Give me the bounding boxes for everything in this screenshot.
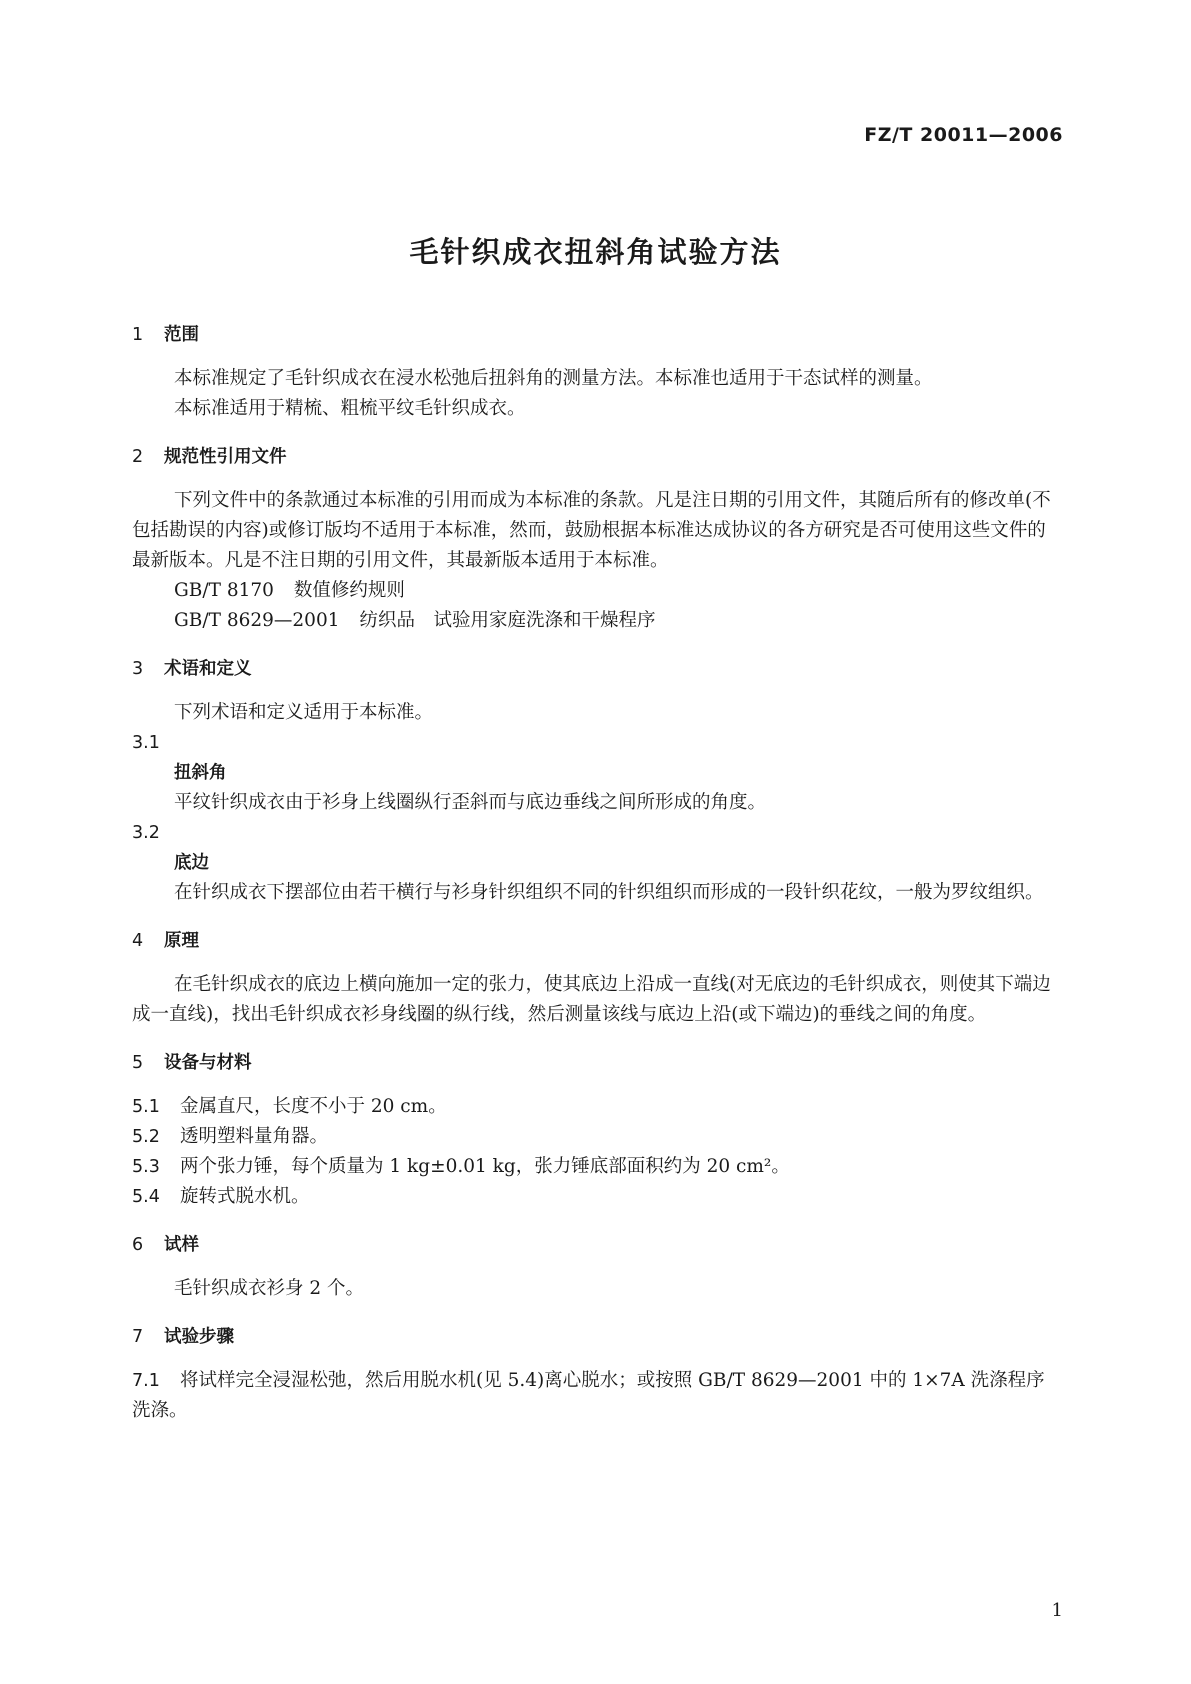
item-number: 5.2 [132,1127,160,1147]
item-text: 透明塑料量角器。 [180,1126,329,1147]
equipment-item [132,1152,1058,1182]
term-number: 3.1 [132,733,160,753]
step-number: 7.1 [132,1371,160,1391]
section-number: 6 [132,1235,144,1255]
section-1-heading [132,320,1058,350]
item-text: 旋转式脱水机。 [180,1186,310,1207]
equipment-item [132,1122,1058,1152]
paragraph: 毛针织成衣衫身 2 个。 [174,1278,365,1299]
section-2-heading [132,442,1058,472]
section-title: 设备与材料 [164,1053,252,1073]
section-number: 1 [132,325,144,345]
document-body [132,320,1058,1426]
item-text: 金属直尺，长度不小于 20 cm。 [180,1096,447,1117]
section-number: 4 [132,931,144,951]
page-number: 1 [1051,1600,1063,1621]
section-title: 试样 [164,1235,199,1255]
item-number: 5.1 [132,1097,160,1117]
item-number: 5.3 [132,1157,160,1177]
reference-title: 纺织品 试验用家庭洗涤和干燥程序 [359,610,656,631]
section-3-heading [132,654,1058,684]
reference-item [132,606,1058,636]
equipment-item [132,1092,1058,1122]
standard-code: FZ/T 20011—2006 [864,124,1063,146]
section-title: 规范性引用文件 [164,447,287,467]
paragraph: 本标准规定了毛针织成衣在浸水松弛后扭斜角的测量方法。本标准也适用于干态试样的测量。 [174,368,933,389]
section-title: 范围 [164,325,199,345]
term-name: 底边 [174,853,209,873]
item-number: 5.4 [132,1187,160,1207]
section-5-heading [132,1048,1058,1078]
reference-title: 数值修约规则 [293,580,405,601]
section-number: 7 [132,1327,144,1347]
reference-item [132,576,1058,606]
section-4-heading [132,926,1058,956]
term-number: 3.2 [132,823,160,843]
section-title: 试验步骤 [164,1327,234,1347]
section-7-heading [132,1322,1058,1352]
procedure-step [132,1366,1058,1426]
paragraph: 本标准适用于精梳、粗梳平纹毛针织成衣。 [174,398,526,419]
section-title: 术语和定义 [164,659,252,679]
section-title: 原理 [164,931,199,951]
term-definition: 平纹针织成衣由于衫身上线圈纵行歪斜而与底边垂线之间所形成的角度。 [174,792,767,813]
document-title: 毛针织成衣扭斜角试验方法 [409,235,782,269]
section-number: 2 [132,447,144,467]
section-number: 3 [132,659,144,679]
equipment-item [132,1182,1058,1212]
term-definition: 在针织成衣下摆部位由若干横行与衫身针织组织不同的针织组织而形成的一段针织花纹，一般为罗纹组织。 [174,882,1044,903]
item-text: 两个张力锤，每个质量为 1 kg±0.01 kg，张力锤底部面积约为 20 cm²。 [180,1156,790,1177]
reference-code: GB/T 8170 [174,580,274,601]
term-name: 扭斜角 [174,763,227,783]
paragraph: 在毛针织成衣的底边上横向施加一定的张力，使其底边上沿成一直线(对无底边的毛针织成衣，则使其下端边成一直线)，找出毛针织成衣衫身线圈的纵行线，然后测量该线与底边上沿(或下端边)的垂线之间的角度。 [132,974,1051,1025]
reference-code: GB/T 8629—2001 [174,610,340,631]
paragraph: 下列术语和定义适用于本标准。 [174,702,434,723]
section-number: 5 [132,1053,144,1073]
step-text: 将试样完全浸湿松弛，然后用脱水机(见 5.4)离心脱水；或按照 GB/T 8629—2001 中的 1×7A 洗涤程序洗涤。 [132,1370,1045,1421]
section-6-heading [132,1230,1058,1260]
paragraph: 下列文件中的条款通过本标准的引用而成为本标准的条款。凡是注日期的引用文件，其随后所有的修改单(不包括勘误的内容)或修订版均不适用于本标准，然而，鼓励根据本标准达成协议的各方研究是否可使用这些文件的最新版本。凡是不注日期的引用文件，其最新版本适用于本标准。 [132,490,1051,571]
